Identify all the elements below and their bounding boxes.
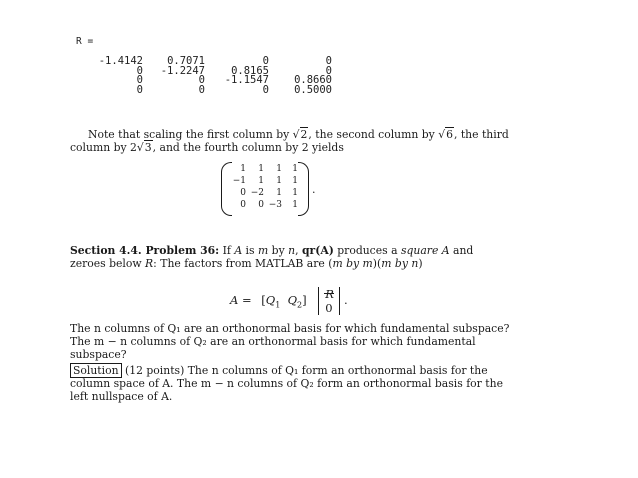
scaled-matrix-entry: 1 xyxy=(258,176,264,186)
problem-statement: Section 4.4. Problem 36: If A is m by n, qr(A) produces a square A and zeroes below R: The factors from MATLAB are (m by m)(m by n) xyxy=(70,244,474,271)
scaled-matrix-grid xyxy=(228,163,298,211)
scaled-matrix-entry: −1 xyxy=(232,176,246,186)
section-heading: Section 4.4. Problem 36: xyxy=(70,244,220,257)
matrix-r-entry: 0 xyxy=(262,55,269,67)
matrix-r-entry: -1.4142 xyxy=(98,55,143,67)
matrix-r-entry: 0 xyxy=(136,64,143,77)
matrix-r-entry: -1.2247 xyxy=(160,64,205,77)
factorization-equation: $A = [Q_1$ $Q_2$] $\frac{R}{0}$ . xyxy=(230,287,348,315)
scaled-matrix-entry: 0 xyxy=(258,200,264,210)
subspace-questions xyxy=(70,322,510,362)
scaled-matrix-entry: 0 xyxy=(240,200,246,210)
scaled-matrix-entry: −2 xyxy=(250,188,264,198)
scaled-matrix-entry: 1 xyxy=(240,164,246,174)
matrix-r-entry: 0.5000 xyxy=(294,83,332,96)
scaled-matrix-entry: 1 xyxy=(292,176,298,186)
matrix-r-column-4 xyxy=(282,57,332,95)
matrix-r-column-1 xyxy=(86,57,143,95)
question-line-1: The n columns of Q₁ are an orthonormal basis for which fundamental subspace? xyxy=(70,322,510,335)
matrix-r-entry: 0 xyxy=(325,55,332,67)
scaling-note: Note that scaling the first column by √2, the second column by √6, the third column by 2√3, and the fourth column by 2 yields xyxy=(70,128,509,155)
scaled-matrix-entry: 1 xyxy=(292,200,298,210)
scaled-matrix-entry: 1 xyxy=(276,164,282,174)
matrix-r-column-2 xyxy=(150,57,205,95)
solution-paragraph xyxy=(70,364,510,404)
scaled-matrix-entry: 1 xyxy=(276,188,282,198)
matrix-r-entry: 0.8660 xyxy=(294,74,332,86)
matrix-r-entry: 0 xyxy=(325,64,332,77)
scaled-matrix-entry: 1 xyxy=(276,176,282,186)
scaled-matrix-entry: 1 xyxy=(292,188,298,198)
matrix-r-entry: 0 xyxy=(198,83,205,96)
right-paren xyxy=(298,162,309,216)
solution-label: Solution xyxy=(70,363,122,378)
matrix-period: . xyxy=(312,183,316,196)
matrix-r-entry: 0 xyxy=(136,74,143,86)
scaled-matrix-entry: 1 xyxy=(258,164,264,174)
solution-text: (12 points) The n columns of Q₁ form an orthonormal basis for the column space of A. The m − n columns of Q₂ form an orthonormal basis for the left nullspace of A. xyxy=(70,364,503,404)
matrix-r-entry: 0.8165 xyxy=(231,64,269,77)
matrix-r-entry: 0.7071 xyxy=(167,55,205,67)
matrix-r-column-3 xyxy=(214,57,269,95)
q-block: [$Q_1$ $Q_2$] xyxy=(261,292,307,310)
scaled-matrix-entry: 0 xyxy=(240,188,246,198)
scaled-matrix-entry: −3 xyxy=(268,200,282,210)
question-line-2: The m − n columns of Q₂ are an orthonormal basis for which fundamental subspace? xyxy=(70,335,476,362)
matrix-r-entry: -1.1547 xyxy=(224,74,269,86)
r-zero-block: $\frac{R}{0}$ xyxy=(318,287,340,315)
scaled-matrix xyxy=(221,160,309,216)
matrix-r-entry: 0 xyxy=(198,74,205,86)
matrix-r-entry: 0 xyxy=(136,83,143,96)
scaled-matrix-entry: 1 xyxy=(292,164,298,174)
matrix-r-entry: 0 xyxy=(262,83,269,96)
matrix-r-label: R = xyxy=(76,36,94,47)
